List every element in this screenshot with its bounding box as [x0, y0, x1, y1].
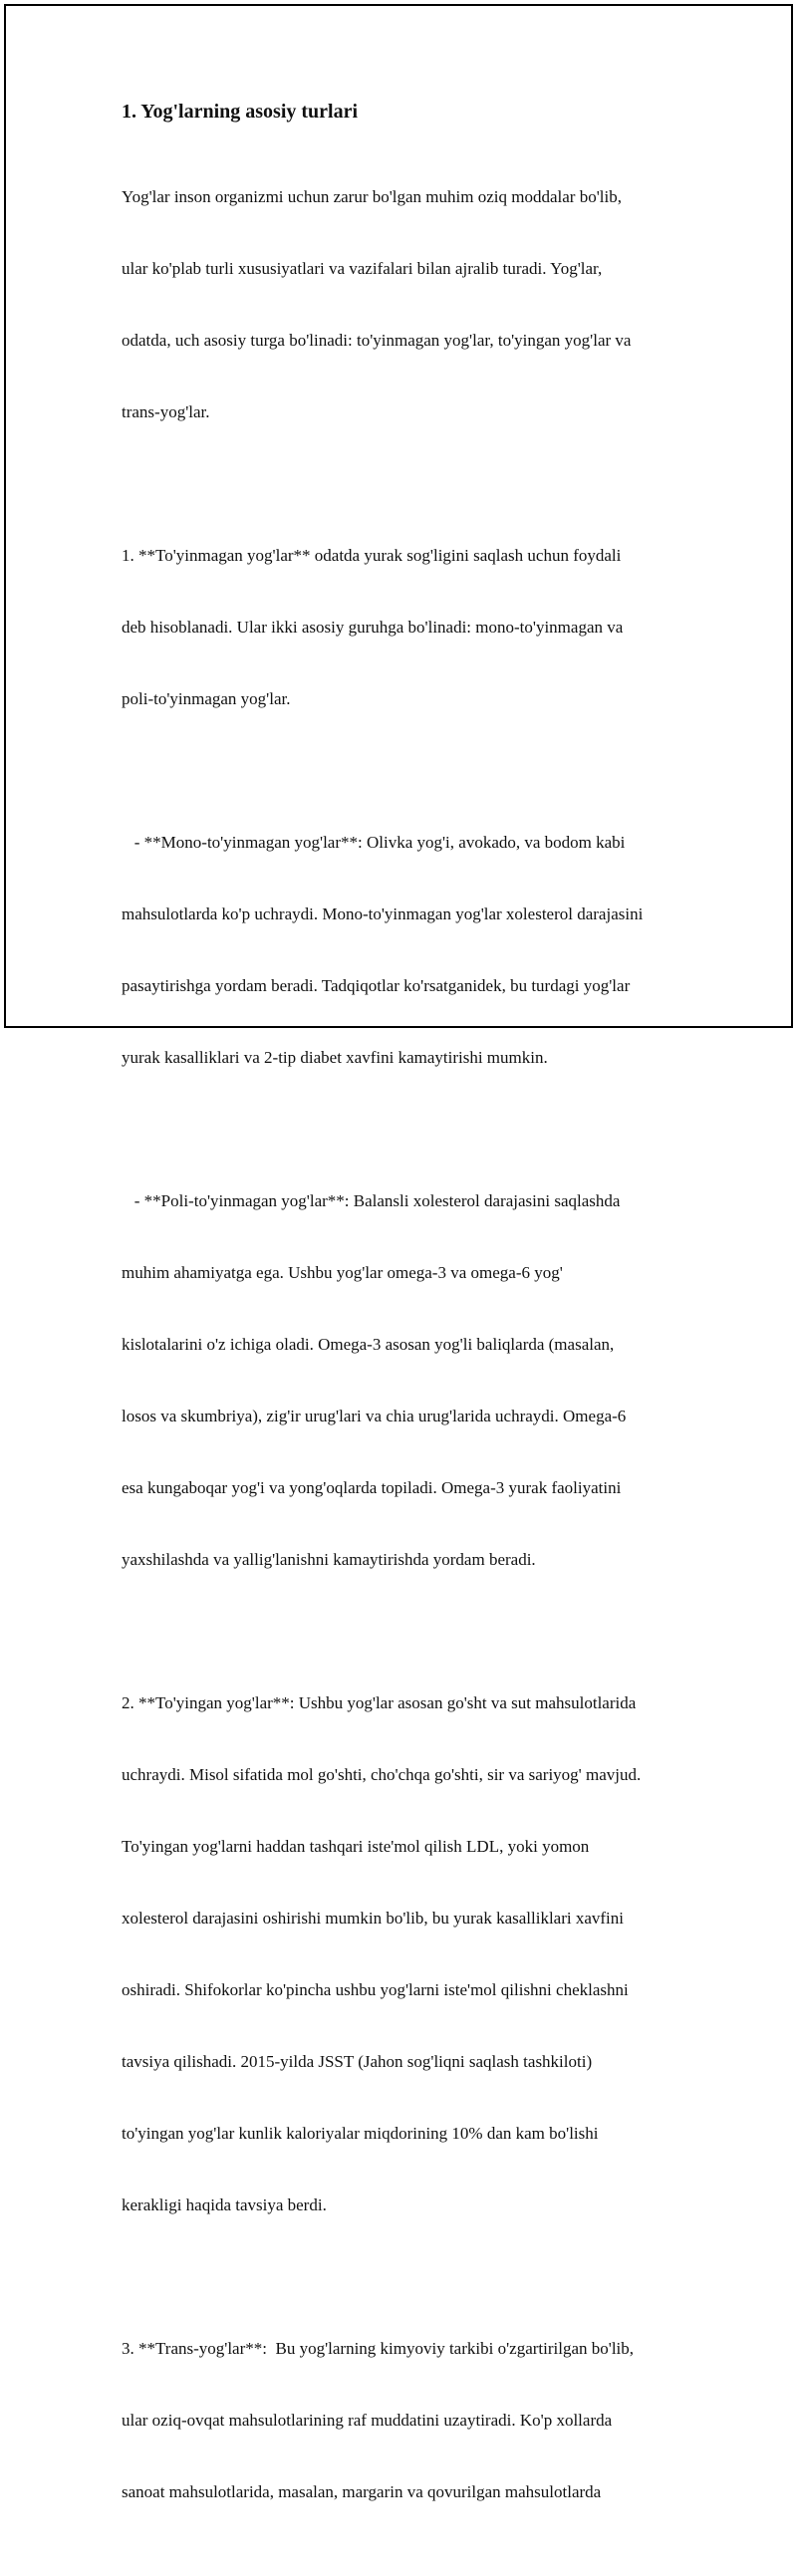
text-line: to'yingan yog'lar kunlik kaloriyalar miqdorining 10% dan kam bo'lishi [122, 2124, 599, 2143]
text-line: kerakligi haqida tavsiya berdi. [122, 2195, 327, 2214]
text-line: ular ko'plab turli xususiyatlari va vazifalari bilan ajralib turadi. Yog'lar, [122, 259, 603, 278]
text-line: xolesterol darajasini oshirishi mumkin bo'lib, bu yurak kasalliklari xavfini [122, 1909, 624, 1928]
text-line: - **Mono-to'yinmagan yog'lar**: Olivka yog'i, avokado, va bodom kabi [122, 833, 626, 852]
text-line: odatda, uch asosiy turga bo'linadi: to'yinmagan yog'lar, to'yingan yog'lar va [122, 331, 632, 350]
text-line: deb hisoblanadi. Ular ikki asosiy guruhga bo'linadi: mono-to'yinmagan va [122, 618, 624, 637]
text-line: - **Poli-to'yinmagan yog'lar**: Balansli xolesterol darajasini saqlashda [122, 1191, 621, 1210]
text-line: muhim ahamiyatga ega. Ushbu yog'lar omega-3 va omega-6 yog' [122, 1263, 563, 1282]
text-line: oshiradi. Shifokorlar ko'pincha ushbu yog'larni iste'mol qilishni cheklashni [122, 1980, 629, 1999]
text-line: sanoat mahsulotlarida, masalan, margarin va qovurilgan mahsulotlarda [122, 2482, 602, 2501]
text-line: kislotalarini o'z ichiga oladi. Omega-3 asosan yog'li baliqlarda (masalan, [122, 1335, 615, 1354]
text-line: esa kungaboqar yog'i va yong'oqlarda topiladi. Omega-3 yurak faoliyatini [122, 1478, 622, 1497]
section-heading: 1. Yog'larning asosiy turlari [122, 101, 359, 123]
text-line: yurak kasalliklari va 2-tip diabet xavfini kamaytirishi mumkin. [122, 1048, 548, 1067]
text-line: Yog'lar inson organizmi uchun zarur bo'lgan muhim oziq moddalar bo'lib, [122, 187, 622, 206]
page-frame [4, 4, 793, 2501]
text-line: pasaytirishga yordam beradi. Tadqiqotlar ko'rsatganidek, bu turdagi yog'lar [122, 976, 631, 995]
text-line: trans-yog'lar. [122, 402, 210, 421]
text-line: To'yingan yog'larni haddan tashqari iste'mol qilish LDL, yoki yomon [122, 1837, 590, 1856]
paragraph-saturated [122, 1644, 696, 2265]
text-line: uchraydi. Misol sifatida mol go'shti, cho'chqa go'shti, sir va sariyog' mavjud. [122, 1765, 642, 1784]
paragraph-unsaturated [122, 496, 696, 759]
text-line: 2. **To'yingan yog'lar**: Ushbu yog'lar asosan go'sht va sut mahsulotlarida [122, 1693, 637, 1712]
text-line: 1. **To'yinmagan yog'lar** odatda yurak sog'ligini saqlash uchun foydali [122, 546, 622, 565]
text-line: poli-to'yinmagan yog'lar. [122, 689, 291, 708]
paragraph-trans-fats [122, 2289, 696, 2552]
text-line: tavsiya qilishadi. 2015-yilda JSST (Jahon sog'liqni saqlash tashkiloti) [122, 2052, 593, 2071]
paragraph-intro [122, 137, 696, 472]
paragraph-poly-unsaturated [122, 1142, 696, 1620]
text-line: mahsulotlarda ko'p uchraydi. Mono-to'yinmagan yog'lar xolesterol darajasini [122, 904, 644, 923]
text-line: ular oziq-ovqat mahsulotlarining raf muddatini uzaytiradi. Ko'p xollarda [122, 2411, 613, 2430]
text-line: yaxshilashda va yallig'lanishni kamaytirishda yordam beradi. [122, 1550, 536, 1569]
paragraph-mono-unsaturated [122, 783, 696, 1118]
text-line: 3. **Trans-yog'lar**: Bu yog'larning kimyoviy tarkibi o'zgartirilgan bo'lib, [122, 2339, 635, 2358]
document-body [119, 98, 696, 2576]
text-line: losos va skumbriya), zig'ir urug'lari va chia urug'larida uchraydi. Omega-6 [122, 1407, 627, 1425]
